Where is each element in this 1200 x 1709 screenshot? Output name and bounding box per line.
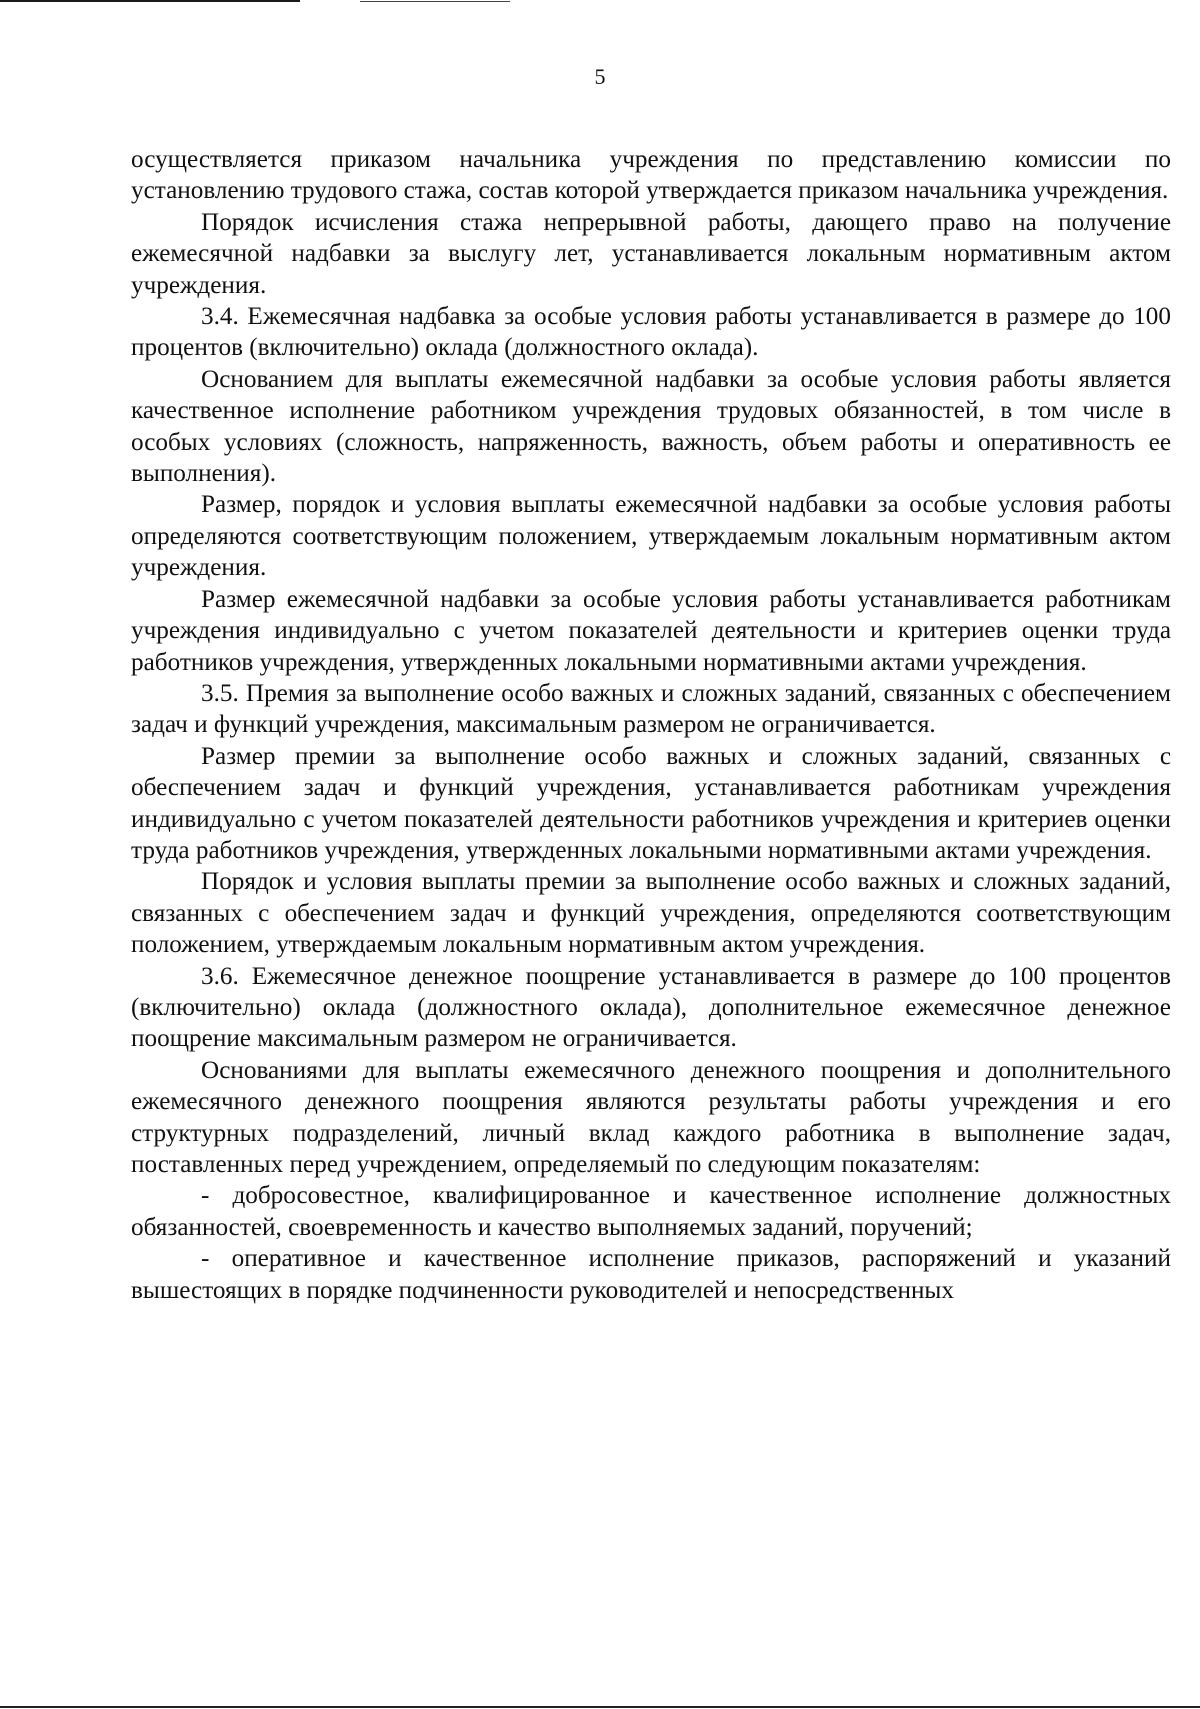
- paragraph: Порядок исчисления стажа непрерывной работы, дающего право на получение ежемесячной надбавки за выслугу лет, устанавливается локальным нормативным актом учреждения.: [131, 208, 1171, 299]
- paragraph: Основаниями для выплаты ежемесячного денежного поощрения и дополнительного ежемесячного денежного поощрения являются результаты работы учреждения и его структурных подразделений, личный вклад каждого работника в выполнение задач, поставленных перед учреждением, определяемый по следующим показателям:: [131, 1056, 1171, 1178]
- paragraph: Размер ежемесячной надбавки за особые условия работы устанавливается работникам учреждения индивидуально с учетом показателей деятельности и критериев оценки труда работников учреждения, утвержденных локальными нормативными актами учреждения.: [131, 585, 1171, 676]
- paragraph-continuation: осуществляется приказом начальника учреждения по представлению комиссии по установлению трудового стажа, состав которой утверждается приказом начальника учреждения.: [131, 146, 1171, 205]
- paragraph-clause-3-6: 3.6. Ежемесячное денежное поощрение устанавливается в размере до 100 процентов (включительно) оклада (должностного оклада), дополнительное ежемесячное денежное поощрение максимальным размером не ограничивается.: [131, 962, 1171, 1053]
- paragraph: Размер премии за выполнение особо важных и сложных заданий, связанных с обеспечением задач и функций учреждения, устанавливается работникам учреждения индивидуально с учетом показателей деятельности работников учреждения и критериев оценки труда работников учреждения, утвержденных локальными нормативными актами учреждения.: [131, 742, 1171, 864]
- scan-edge-top-left: [0, 0, 300, 2]
- list-item: - добросовестное, квалифицированное и качественное исполнение должностных обязанностей, своевременность и качество выполняемых заданий, поручений;: [131, 1182, 1171, 1241]
- document-body: [131, 144, 1171, 1306]
- paragraph: Основанием для выплаты ежемесячной надбавки за особые условия работы является качественное исполнение работником учреждения трудовых обязанностей, в том числе в особых условиях (сложность, напряженность, важность, объем работы и оперативность ее выполнения).: [131, 365, 1171, 488]
- scan-edge-bottom: [0, 1706, 1200, 1708]
- list-item: - оперативное и качественное исполнение приказов, распоряжений и указаний вышестоящих в порядке подчиненности руководителей и непосредственных: [131, 1245, 1171, 1304]
- scan-edge-top-mid: [360, 1, 510, 2]
- paragraph-clause-3-4: 3.4. Ежемесячная надбавка за особые условия работы устанавливается в размере до 100 процентов (включительно) оклада (должностного оклада).: [131, 303, 1171, 362]
- paragraph: Порядок и условия выплаты премии за выполнение особо важных и сложных заданий, связанных с обеспечением задач и функций учреждения, определяются соответствующим положением, утверждаемым локальным нормативным актом учреждения.: [131, 868, 1171, 959]
- paragraph: Размер, порядок и условия выплаты ежемесячной надбавки за особые условия работы определяются соответствующим положением, утверждаемым локальным нормативным актом учреждения.: [131, 491, 1171, 582]
- page-number: 5: [594, 64, 606, 89]
- paragraph-clause-3-5: 3.5. Премия за выполнение особо важных и сложных заданий, связанных с обеспечением задач и функций учреждения, максимальным размером не ограничивается.: [131, 679, 1171, 739]
